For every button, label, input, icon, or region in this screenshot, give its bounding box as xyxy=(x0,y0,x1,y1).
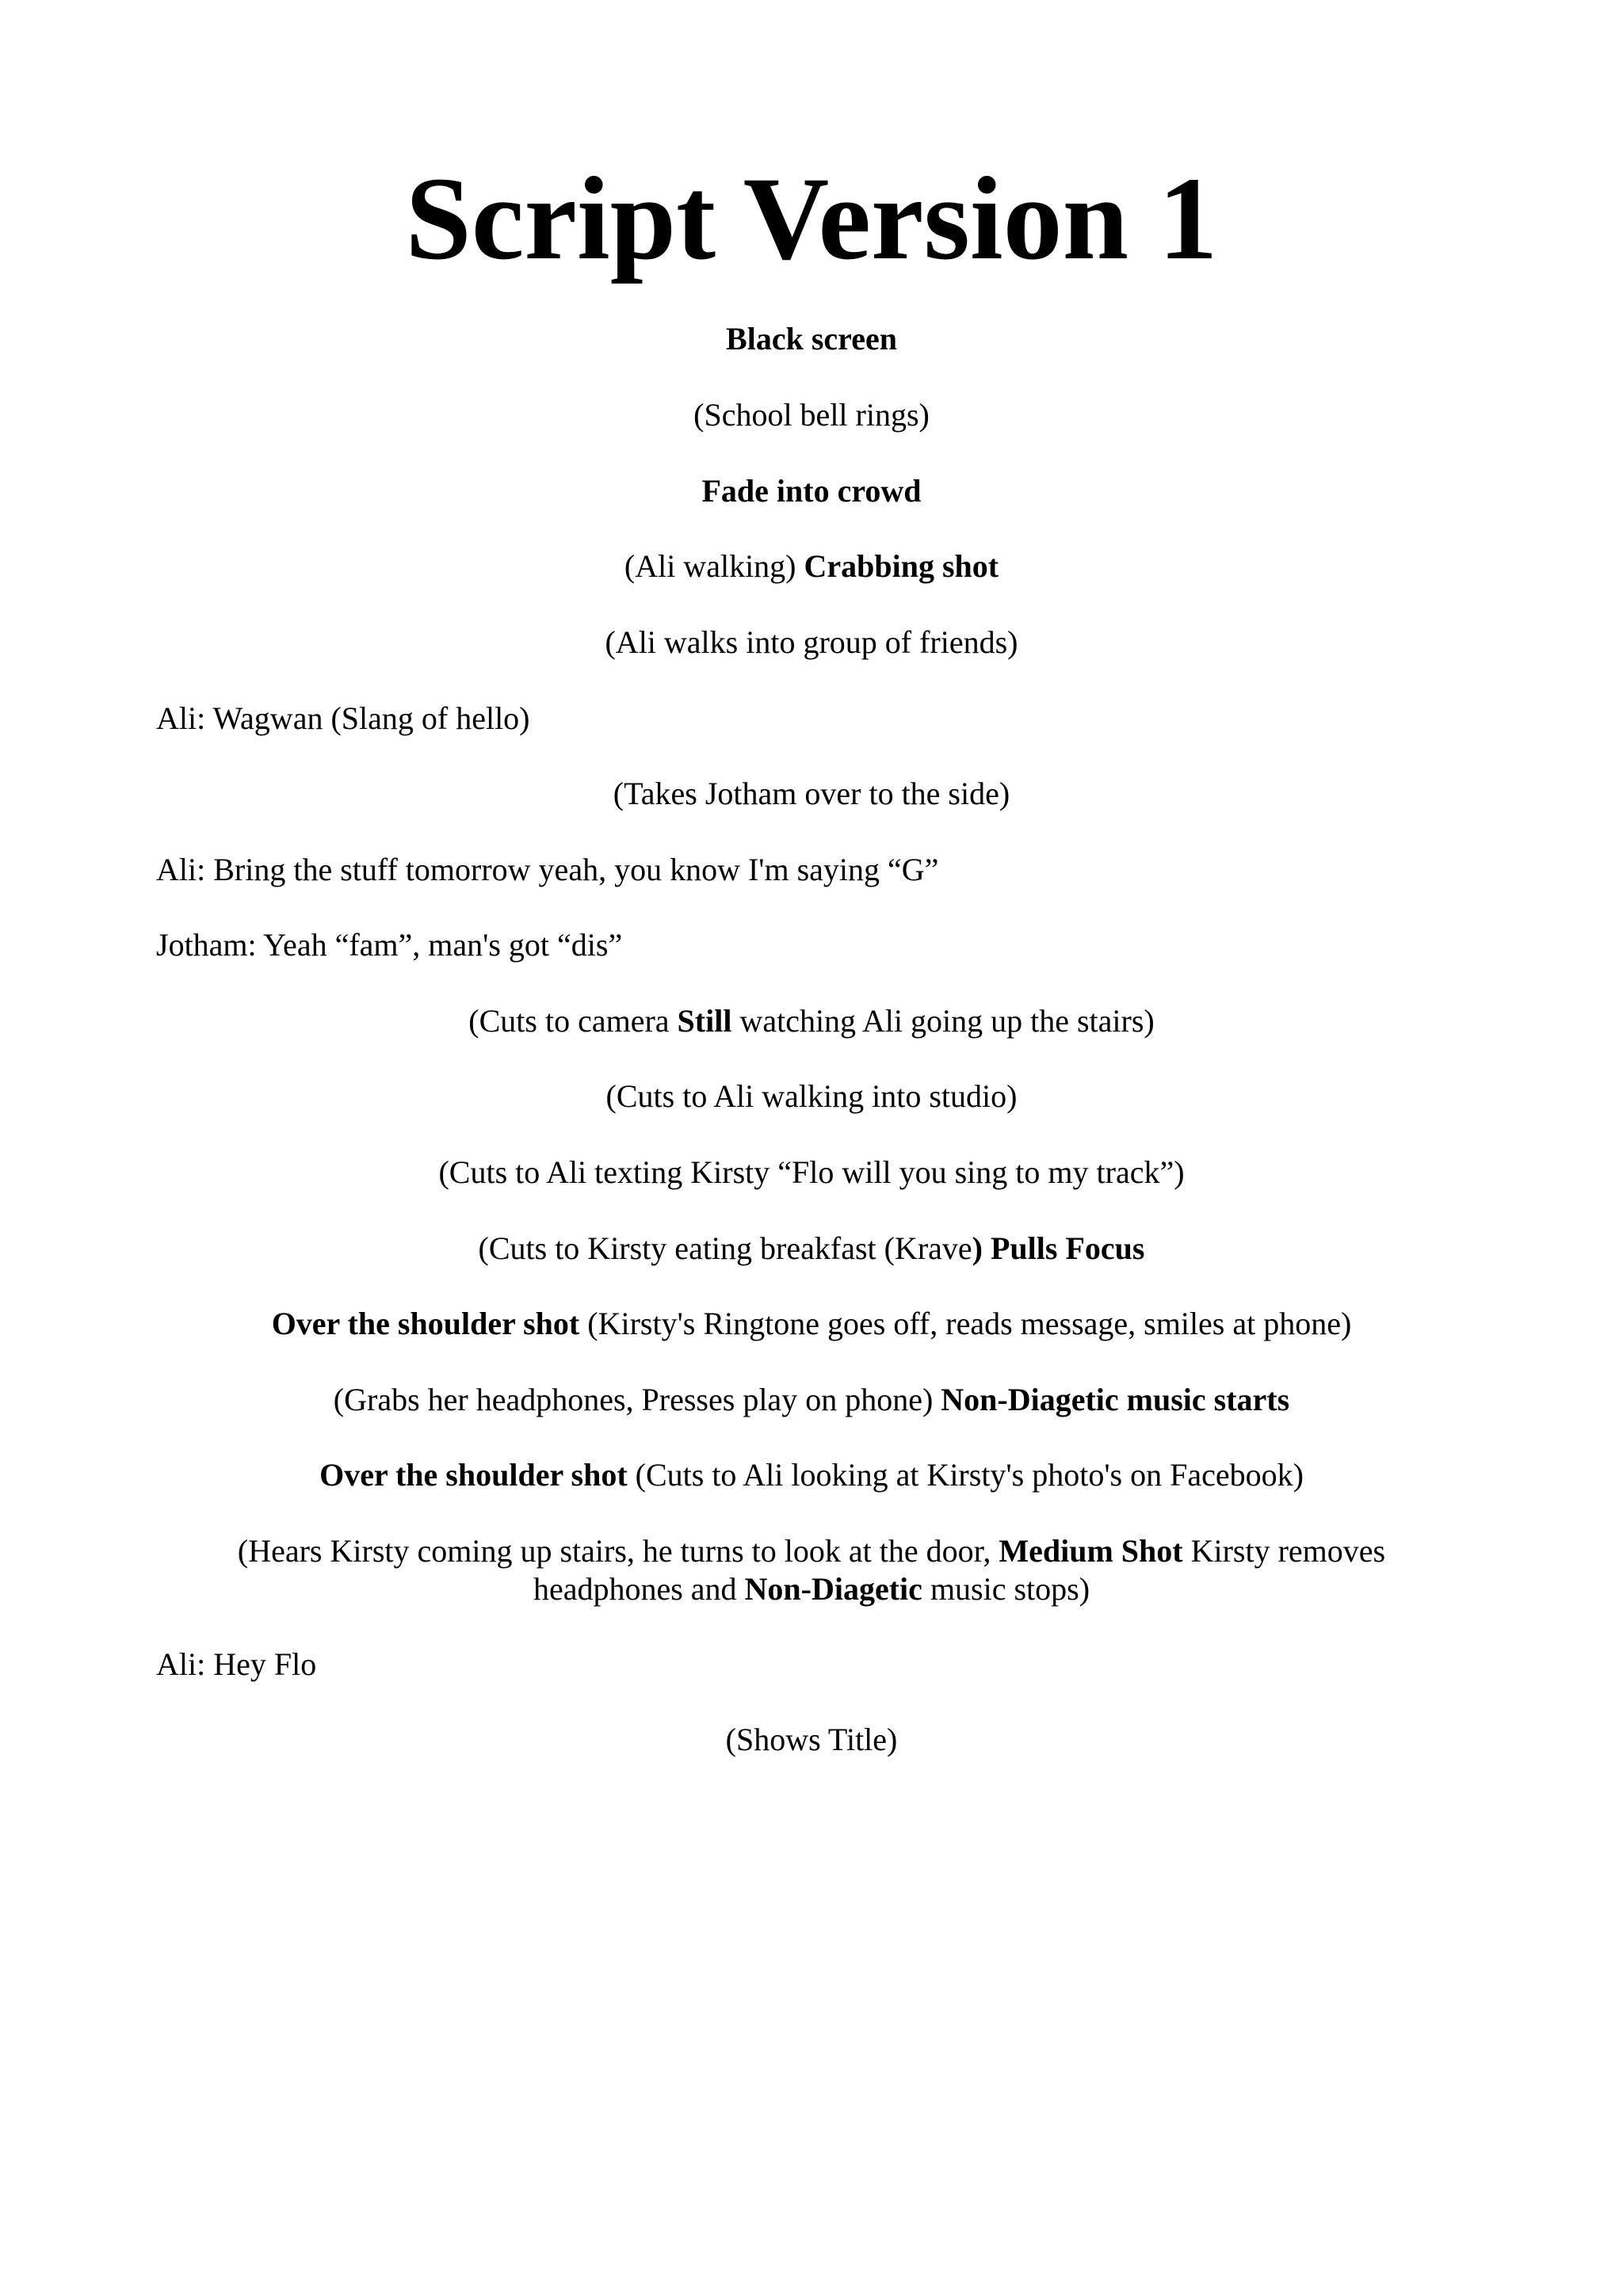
dialogue-line: Jotham: Yeah “fam”, man's got “dis” xyxy=(156,927,623,963)
stage-direction: (Takes Jotham over to the side) xyxy=(613,776,1010,811)
stage-direction: (School bell rings) xyxy=(693,397,930,433)
dialogue-line: Ali: Bring the stuff tomorrow yeah, you know I'm saying “G” xyxy=(156,852,939,887)
page-title: Script Version 1 xyxy=(405,153,1218,284)
stage-direction: Over the shoulder shot (Kirsty's Ringtone goes off, reads message, smiles at phone) xyxy=(271,1306,1352,1341)
stage-direction: (Ali walks into group of friends) xyxy=(605,624,1018,660)
stage-direction: Over the shoulder shot (Cuts to Ali looking at Kirsty's photo's on Facebook) xyxy=(319,1457,1304,1493)
stage-direction: (Ali walking) Crabbing shot xyxy=(624,548,999,584)
stage-direction: (Shows Title) xyxy=(725,1722,898,1757)
stage-direction: (Cuts to Kirsty eating breakfast (Krave) Pulls Focus xyxy=(478,1230,1145,1266)
stage-direction: (Cuts to Ali texting Kirsty “Flo will you sing to my track”) xyxy=(438,1154,1185,1190)
stage-direction: Fade into crowd xyxy=(701,473,922,509)
stage-direction: (Hears Kirsty coming up stairs, he turns to look at the door, Medium Shot Kirsty removes headphones and Non-Diagetic music stops) xyxy=(237,1533,1386,1607)
stage-direction: Black screen xyxy=(726,321,897,357)
dialogue-line: Ali: Hey Flo xyxy=(156,1646,317,1682)
stage-direction: (Cuts to camera Still watching Ali going up the stairs) xyxy=(468,1003,1155,1039)
dialogue-line: Ali: Wagwan (Slang of hello) xyxy=(156,700,530,736)
stage-direction: (Grabs her headphones, Presses play on phone) Non-Diagetic music starts xyxy=(333,1382,1290,1417)
stage-direction: (Cuts to Ali walking into studio) xyxy=(605,1078,1018,1114)
